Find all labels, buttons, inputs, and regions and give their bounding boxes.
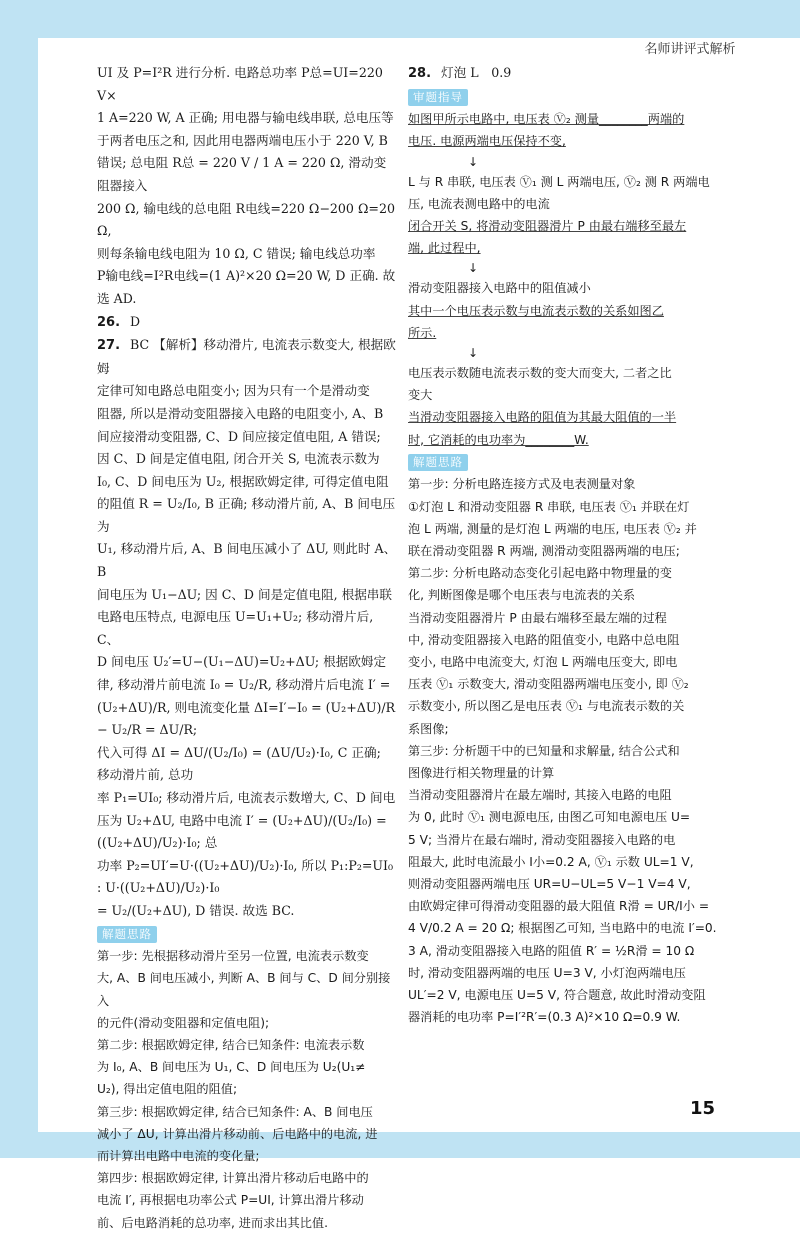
question-number: 27. (97, 338, 121, 354)
answer: 灯泡 L 0.9 (441, 65, 512, 80)
text-line: 如图甲所示电路中, 电压表 Ⓥ₂ 测量________两端的 (408, 112, 685, 127)
review-guide-block (408, 108, 738, 451)
text-line: 电压. 电源两端电压保持不变, (408, 134, 566, 149)
text-line: 为 0, 此时 Ⓥ₁ 测电源电压, 由图乙可知电源电压 U= (408, 810, 691, 825)
text-line: 变小, 电路中电流变大, 灯泡 L 两端电压变大, 即电 (408, 655, 678, 670)
text-line: U₂), 得出定值电阻的阻值; (97, 1082, 238, 1097)
question-28 (408, 62, 738, 86)
question-26 (97, 311, 397, 335)
arrow-down-icon: ↓ (468, 154, 479, 169)
text-line: 当滑动变阻器滑片 P 由最右端移至最左端的过程 (408, 610, 667, 625)
text-line: 当滑动变阻器滑片在最左端时, 其接入电路的电阻 (408, 788, 672, 803)
header-title: 名师讲评式解析 (644, 42, 736, 57)
text-line: 律, 移动滑片前电流 I₀ = U₂/R, 移动滑片后电流 I′ = (97, 677, 391, 693)
text-line: BC 【解析】移动滑片, 电流表示数变大, 根据欧姆 (97, 337, 396, 376)
text-line: 代入可得 ΔI = ΔU/(U₂/I₀) = (ΔU/U₂)·I₀, C 正确; 移动滑片前, 总功 (97, 744, 381, 783)
text-line: 电压表示数随电流表示数的变大而变大, 二者之比 (408, 366, 672, 381)
text-line: 中, 滑动变阻器接入电路的阻值变小, 电路中总电阻 (408, 632, 680, 647)
text-line: 滑动变阻器接入电路中的阻值减小 (408, 281, 591, 296)
solution-thinking-tag: 解题思路 (97, 926, 157, 943)
text-line: 率 P₁=UI₀; 移动滑片后, 电流表示数增大, C、D 间电 (97, 790, 396, 805)
page-number: 15 (690, 1098, 716, 1119)
text-line: 压表 Ⓥ₁ 示数变大, 滑动变阻器两端电压变小, 即 Ⓥ₂ (408, 677, 689, 692)
text-line: 联在滑动变阻器 R 两端, 测滑动变阻器两端的电压; (408, 544, 680, 559)
text-line: 减小了 ΔU, 计算出滑片移动前、后电路中的电流, 进 (97, 1126, 378, 1141)
text-line: 功率 P₂=UI′=U·((U₂+ΔU)/U₂)·I₀, 所以 P₁:P₂=UI₀ : U·((U₂+ΔU)/U₂)·I₀ (97, 857, 394, 896)
text-line: 3 A, 滑动变阻器接入电路的阻值 R′ = ½R滑 = 10 Ω (408, 943, 695, 958)
text-line: 因 C、D 间是定值电阻, 闭合开关 S, 电流表示数为 (97, 451, 380, 467)
text-line: 第三步: 分析题干中的已知量和求解量, 结合公式和 (408, 743, 680, 758)
text-line: L 与 R 串联, 电压表 Ⓥ₁ 测 L 两端电压, Ⓥ₂ 测 R 两端电 (408, 174, 710, 189)
text-line: (U₂+ΔU)/R, 则电流变化量 ΔI=I′−I₀ = (U₂+ΔU)/R − U₂/R = ΔU/R; (97, 699, 396, 738)
arrow-down-icon: ↓ (468, 346, 479, 361)
text-line: 第二步: 根据欧姆定律, 结合已知条件: 电流表示数 (97, 1037, 365, 1052)
right-column (408, 62, 738, 1029)
text-line: 时, 滑动变阻器两端的电压 U=3 V, 小灯泡两端电压 (408, 965, 686, 980)
text-line: 间应接滑动变阻器, C、D 间应接定值电阻, A 错误; (97, 428, 381, 444)
text-line: 而计算出电路中电流的变化量; (97, 1148, 260, 1163)
text-line: 选 AD. (97, 290, 137, 306)
arrow-down-icon: ↓ (468, 261, 479, 276)
text-line: I₀, C、D 间电压为 U₂, 根据欧姆定律, 可得定值电阻 (97, 473, 389, 489)
intro-block (97, 62, 397, 311)
left-decor-band (0, 0, 38, 1158)
text-line: 200 Ω, 输电线的总电阻 R电线=220 Ω−200 Ω=20 Ω, (97, 200, 395, 239)
text-line: 的元件(滑动变阻器和定值电阻); (97, 1015, 270, 1030)
top-decor-band (0, 0, 800, 38)
text-line: 阻最大, 此时电流最小 I小=0.2 A, Ⓥ₁ 示数 UL=1 V, (408, 854, 694, 869)
question-number: 26. (97, 314, 121, 330)
solution-thinking-block (408, 473, 738, 1028)
text-line: 第四步: 根据欧姆定律, 计算出滑片移动后电路中的 (97, 1171, 369, 1186)
text-line: 时, 它消耗的电功率为________W. (408, 432, 589, 447)
text-line: 当滑动变阻器接入电路的阻值为其最大阻值的一半 (408, 410, 677, 425)
text-line: 变大 (408, 388, 433, 403)
text-line: U₁, 移动滑片后, A、B 间电压减小了 ΔU, 则此时 A、B (97, 541, 397, 580)
text-line: UL′=2 V, 电源电压 U=5 V, 符合题意, 故此时滑动变阻 (408, 988, 706, 1003)
text-line: 所示. (408, 325, 437, 340)
text-line: 由欧姆定律可得滑动变阻器的最大阻值 R滑 = UR/I小 = (408, 899, 710, 914)
text-line: 泡 L 两端, 测量的是灯泡 L 两端的电压, 电压表 Ⓥ₂ 并 (408, 521, 697, 536)
text-line: 5 V; 当滑片在最右端时, 滑动变阻器接入电路的电 (408, 832, 676, 847)
text-line: 于两者电压之和, 因此用电器两端电压小于 220 V, B (97, 132, 388, 148)
text-line: ①灯泡 L 和滑动变阻器 R 串联, 电压表 Ⓥ₁ 并联在灯 (408, 499, 690, 514)
text-line: 第二步: 分析电路动态变化引起电路中物理量的变 (408, 566, 672, 581)
text-line: 阻器, 所以是滑动变阻器接入电路的电阻变小, A、B (97, 405, 384, 421)
text-line: 电路电压特点, 电源电压 U=U₁+U₂; 移动滑片后, C、 (97, 609, 374, 647)
text-line: 大, A、B 间电压减小, 判断 A、B 间与 C、D 间分别接入 (97, 971, 391, 1008)
answer: D (130, 313, 141, 329)
text-line: 器消耗的电功率 P=I′²R′=(0.3 A)²×10 Ω=0.9 W. (408, 1010, 681, 1025)
text-line: 第一步: 分析电路连接方式及电表测量对象 (408, 477, 636, 492)
text-line: UI 及 P=I²R 进行分析. 电路总功率 P总=UI=220 V× (97, 65, 383, 103)
text-line: 第三步: 根据欧姆定律, 结合已知条件: A、B 间电压 (97, 1104, 373, 1119)
text-line: 定律可知电路总电阻变小; 因为只有一个是滑动变 (97, 383, 370, 399)
solution-thinking-block (97, 945, 397, 1234)
text-line: 前、后电路消耗的总功率, 进而求出其比值. (97, 1215, 328, 1230)
text-line: 4 V/0.2 A = 20 Ω; 根据图乙可知, 当电路中的电流 I′=0. (408, 921, 717, 936)
text-line: 电流 I′, 再根据电功率公式 P=UI, 计算出滑片移动 (97, 1193, 364, 1208)
text-line: 第一步: 先根据移动滑片至另一位置, 电流表示数变 (97, 949, 369, 964)
text-line: 闭合开关 S, 将滑动变阻器滑片 P 由最右端移至最左 (408, 219, 687, 233)
text-line: 1 A=220 W, A 正确; 用电器与输电线串联, 总电压等 (97, 110, 394, 126)
text-line: 系图像; (408, 721, 449, 736)
text-line: 示数变小, 所以图乙是电压表 Ⓥ₁ 与电流表示数的关 (408, 699, 685, 714)
review-guide-tag: 审题指导 (408, 89, 468, 106)
text-line: 间电压为 U₁−ΔU; 因 C、D 间是定值电阻, 根据串联 (97, 586, 392, 602)
left-column (97, 62, 397, 1234)
text-line: 压为 U₂+ΔU, 电路中电流 I′ = (U₂+ΔU)/(U₂/I₀) = ((U₂+ΔU)/U₂)·I₀; 总 (97, 812, 387, 851)
text-line: P输电线=I²R电线=(1 A)²×20 Ω=20 W, D 正确. 故 (97, 268, 396, 284)
text-line: 则滑动变阻器两端电压 UR=U−UL=5 V−1 V=4 V, (408, 877, 691, 892)
text-line: D 间电压 U₂′=U−(U₁−ΔU)=U₂+ΔU; 根据欧姆定 (97, 654, 387, 670)
question-number: 28. (408, 66, 432, 81)
solution-thinking-tag: 解题思路 (408, 454, 468, 471)
text-line: 其中一个电压表示数与电流表示数的关系如图乙 (408, 303, 664, 318)
question-27 (97, 334, 397, 922)
text-line: 化, 判断图像是哪个电压表与电流表的关系 (408, 588, 636, 603)
text-line: = U₂/(U₂+ΔU), D 错误. 故选 BC. (97, 902, 295, 918)
text-line: 错误; 总电阻 R总 = 220 V / 1 A = 220 Ω, 滑动变阻器接入 (97, 155, 387, 193)
text-line: 端, 此过程中, (408, 241, 481, 256)
text-line: 压, 电流表测电路中的电流 (408, 196, 550, 211)
text-line: 的阻值 R = U₂/I₀, B 正确; 移动滑片前, A、B 间电压为 (97, 496, 396, 534)
text-line: 则每条输电线电阻为 10 Ω, C 错误; 输电线总功率 (97, 245, 376, 261)
text-line: 为 I₀, A、B 间电压为 U₁, C、D 间电压为 U₂(U₁≠ (97, 1060, 366, 1075)
text-line: 图像进行相关物理量的计算 (408, 766, 555, 781)
